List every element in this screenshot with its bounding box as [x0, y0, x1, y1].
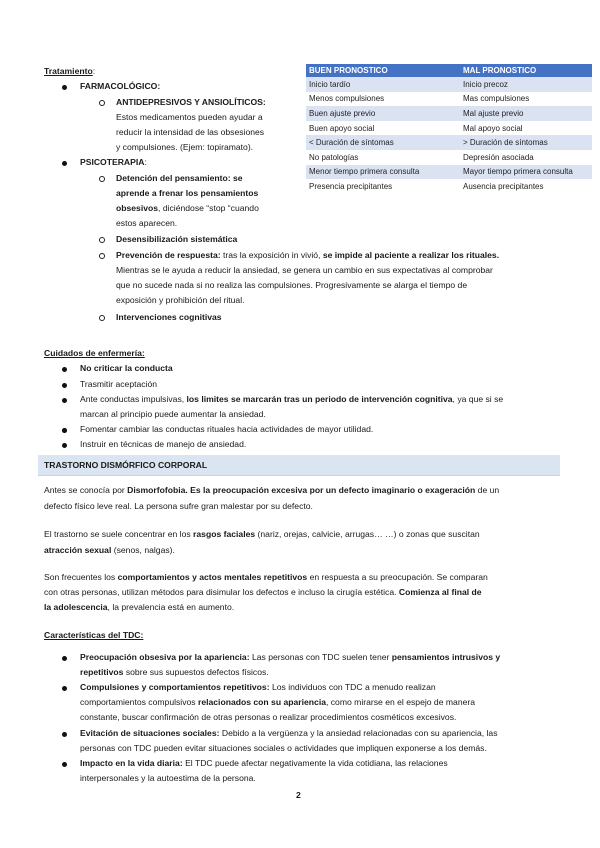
sub-bullet-icon: [99, 237, 105, 243]
table-row: [306, 106, 592, 121]
cuidados-item-4: Fomentar cambiar las conductas rituales hacia actividades de mayor utilidad.: [80, 424, 374, 434]
cuidados-item-2: Trasmitir aceptación: [80, 379, 158, 389]
sub-bullet-icon: [99, 315, 105, 321]
tdc-p2-c: (nariz, orejas, calvicie, arrugas… …) o zonas que suscitan: [255, 529, 480, 539]
caracteristicas-heading: Características del TDC:: [44, 630, 144, 640]
page-number: 2: [296, 790, 301, 800]
prevencion-bold-text: se impide al paciente a realizar los rituales.: [322, 250, 500, 260]
tdc-p2-line-2-b: atracción sexual: [44, 545, 112, 555]
bullet-icon: [62, 428, 67, 433]
table-row: [306, 121, 592, 136]
table-row: [306, 179, 592, 194]
tdc-p3-line-1: [44, 570, 488, 585]
table-cell: Inicio tardío: [306, 77, 460, 92]
intervenciones-label: Intervenciones cognitivas: [116, 312, 222, 322]
tdc-p3-line-2: [44, 585, 482, 600]
table-row: [306, 150, 592, 165]
table-row: [306, 92, 592, 107]
antidepresivos-line-1: Estos medicamentos pueden ayudar a: [116, 112, 263, 122]
tratamiento-heading-line: [44, 64, 95, 79]
sub-bullet-icon: [99, 176, 105, 182]
prevencion-line-1: [116, 248, 499, 263]
table-cell: Ausencia precipitantes: [460, 179, 592, 194]
deteccion-rest: se: [230, 173, 243, 183]
antidepresivos-title: ANTIDEPRESIVOS Y ANSIOLÍTICOS:: [116, 97, 266, 107]
bullet-icon: [62, 732, 67, 737]
car-item-4-text: El TDC puede afectar negativamente la vida cotidiana, las relaciones: [182, 758, 448, 768]
prevencion-text: tras la exposición in vivió,: [220, 250, 323, 260]
prevencion-line-3: que no sucede nada si no realiza las compulsiones. Progresivamente se alarga el tiempo de: [116, 280, 468, 290]
car-item-2-line-2-c: , como mirarse en el espejo de manera: [325, 697, 476, 707]
farmacologico-label: FARMACOLÓGICO:: [80, 81, 161, 91]
bullet-icon: [62, 383, 67, 388]
tdc-p2-line-2: [44, 543, 175, 558]
prevencion-line-2: Mientras se le ayuda a reducir la ansiedad, se genera un cambio en sus expectativas al comprobar: [116, 265, 493, 275]
table-cell: < Duración de síntomas: [306, 135, 460, 150]
tdc-p3-line-2-b: Comienza al final de: [398, 587, 482, 597]
table-cell: Menor tiempo primera consulta: [306, 165, 460, 180]
cuidados-item-3-b: los limites se marcarán tras un periodo de intervención cognitiva: [186, 394, 453, 404]
car-item-4-line-1: [80, 756, 448, 771]
table-cell: Mal apoyo social: [460, 121, 592, 136]
desensibilizacion-label: Desensibilización sistemática: [116, 234, 238, 244]
antidepresivos-line-3: y compulsiones. (Ejem: topiramato).: [116, 142, 254, 152]
car-item-1-bold: pensamientos intrusivos y: [391, 652, 501, 662]
tdc-p2-line-1: [44, 527, 480, 542]
tdc-p1-c: de un: [475, 485, 500, 495]
table-row: [306, 135, 592, 150]
car-item-3-line-2: personas con TDC pueden evitar situaciones sociales o actividades que impliquen exponerse a los demás.: [80, 743, 487, 753]
table-cell: Buen ajuste previo: [306, 106, 460, 121]
tratamiento-heading: Tratamiento: [44, 66, 93, 76]
psicoterapia-colon: :: [144, 157, 147, 167]
tdc-p1-b: Dismorfofobia. Es la preocupación excesiva por un defecto imaginario o exageración: [127, 485, 476, 495]
sub-bullet-icon: [99, 100, 105, 106]
table-cell: > Duración de síntomas: [460, 135, 592, 150]
prevencion-line-4: exposición y prohibición del ritual.: [116, 295, 245, 305]
psicoterapia-line: [80, 155, 147, 170]
car-item-2-line-2: [80, 695, 475, 710]
bullet-icon: [62, 398, 67, 403]
cuidados-item-3-line-2: marcan al principio puede aumentar la ansiedad.: [80, 409, 266, 419]
tdc-p3-line-3-c: , la prevalencia está en aumento.: [107, 602, 235, 612]
tdc-p1-a: Antes se conocía por: [44, 485, 128, 495]
antidepresivos-line-2: reducir la intensidad de las obsesiones: [116, 127, 265, 137]
table-cell: Buen apoyo social: [306, 121, 460, 136]
car-item-2-line-3: constante, buscar confirmación de otras personas o realizar procedimientos cosméticos excesivos.: [80, 712, 457, 722]
table-cell: No patologías: [306, 150, 460, 165]
table-cell: Depresión asociada: [460, 150, 592, 165]
car-item-4-line-2: interpersonales y la autoestima de la persona.: [80, 773, 256, 783]
deteccion-line-3: [116, 201, 259, 216]
car-item-2-line-2-a: comportamientos compulsivos: [80, 697, 198, 707]
car-item-4-title: Impacto en la vida diaria:: [80, 758, 183, 768]
table-row: [306, 165, 592, 180]
table-cell: Mas compulsiones: [460, 92, 592, 107]
prognosis-header-bad: MAL PRONOSTICO: [460, 64, 592, 77]
cuidados-item-1: No criticar la conducta: [80, 363, 173, 373]
bullet-icon: [62, 443, 67, 448]
psicoterapia-label: PSICOTERAPIA: [80, 157, 145, 167]
car-item-2-text: Los individuos con TDC a menudo realizan: [269, 682, 436, 692]
table-cell: Presencia precipitantes: [306, 179, 460, 194]
tdc-banner-title: TRASTORNO DISMÓRFICO CORPORAL: [44, 460, 208, 470]
cuidados-item-3-c: , ya que si se: [452, 394, 504, 404]
prognosis-table: [306, 64, 592, 194]
car-item-3-line-1: [80, 726, 498, 741]
bullet-icon: [62, 656, 67, 661]
deteccion-title: Detención del pensamiento:: [116, 173, 231, 183]
car-item-1-text: Las personas con TDC suelen tener: [249, 652, 392, 662]
tdc-banner: [38, 455, 560, 476]
car-item-1-line-2-a: sobre sus supuestos defectos físicos.: [123, 667, 269, 677]
deteccion-line-3-rest: , diciéndose “stop “cuando: [158, 203, 259, 213]
cuidados-item-3-line-1: [80, 392, 503, 407]
tdc-p1-line-1: [44, 483, 499, 498]
prognosis-header-row: [306, 64, 592, 77]
bullet-icon: [62, 85, 67, 90]
car-item-1-title: Preocupación obsesiva por la apariencia:: [80, 652, 250, 662]
car-item-3-text: Debido a la vergüenza y la ansiedad relacionadas con su apariencia, las: [219, 728, 498, 738]
prognosis-header-good: BUEN PRONOSTICO: [306, 64, 460, 77]
car-item-1-line-1: [80, 650, 500, 665]
sub-bullet-icon: [99, 253, 105, 259]
prevencion-title: Prevención de respuesta:: [116, 250, 221, 260]
tdc-p2-b: rasgos faciales: [193, 529, 256, 539]
cuidados-heading: Cuidados de enfermería:: [44, 348, 145, 358]
cuidados-item-5: Instruir en técnicas de manejo de ansiedad.: [80, 439, 247, 449]
bullet-icon: [62, 762, 67, 767]
tdc-p3-b: comportamientos y actos mentales repetitivos: [117, 572, 308, 582]
car-item-2-line-1: [80, 680, 436, 695]
tdc-p3-line-3-b: la adolescencia: [44, 602, 108, 612]
tratamiento-colon: :: [92, 66, 96, 76]
deteccion-line-1: [116, 171, 243, 186]
cuidados-item-3-a: Ante conductas impulsivas,: [80, 394, 187, 404]
table-cell: Inicio precoz: [460, 77, 592, 92]
tdc-p3-a: Son frecuentes los: [44, 572, 118, 582]
bullet-icon: [62, 367, 67, 372]
bullet-icon: [62, 686, 67, 691]
deteccion-line-4: estos aparecen.: [116, 218, 178, 228]
car-item-2-title: Compulsiones y comportamientos repetitivos:: [80, 682, 270, 692]
car-item-2-line-2-b: relacionados con su apariencia: [197, 697, 326, 707]
table-row: [306, 77, 592, 92]
deteccion-obsesivos: obsesivos: [116, 203, 159, 213]
tdc-p3-line-3: [44, 600, 234, 615]
bullet-icon: [62, 161, 67, 166]
tdc-p2-a: El trastorno se suele concentrar en los: [44, 529, 194, 539]
tdc-p2-line-2-c: (senos, nalgas).: [111, 545, 175, 555]
car-item-1-line-2: [80, 665, 269, 680]
tdc-p1-line-2: defecto físico leve real. La persona sufre gran malestar por su defecto.: [44, 501, 313, 511]
table-cell: Menos compulsiones: [306, 92, 460, 107]
table-cell: Mal ajuste previo: [460, 106, 592, 121]
deteccion-line-2: aprende a frenar los pensamientos: [116, 188, 259, 198]
car-item-3-title: Evitación de situaciones sociales:: [80, 728, 220, 738]
tdc-p3-line-2-a: con otras personas, utilizan métodos para disimular los defectos e incluso la cirugía estética.: [44, 587, 399, 597]
tdc-p3-c: en respuesta a su preocupación. Se comparan: [307, 572, 488, 582]
car-item-1-line-2-b: repetitivos: [80, 667, 124, 677]
table-cell: Mayor tiempo primera consulta: [460, 165, 592, 180]
